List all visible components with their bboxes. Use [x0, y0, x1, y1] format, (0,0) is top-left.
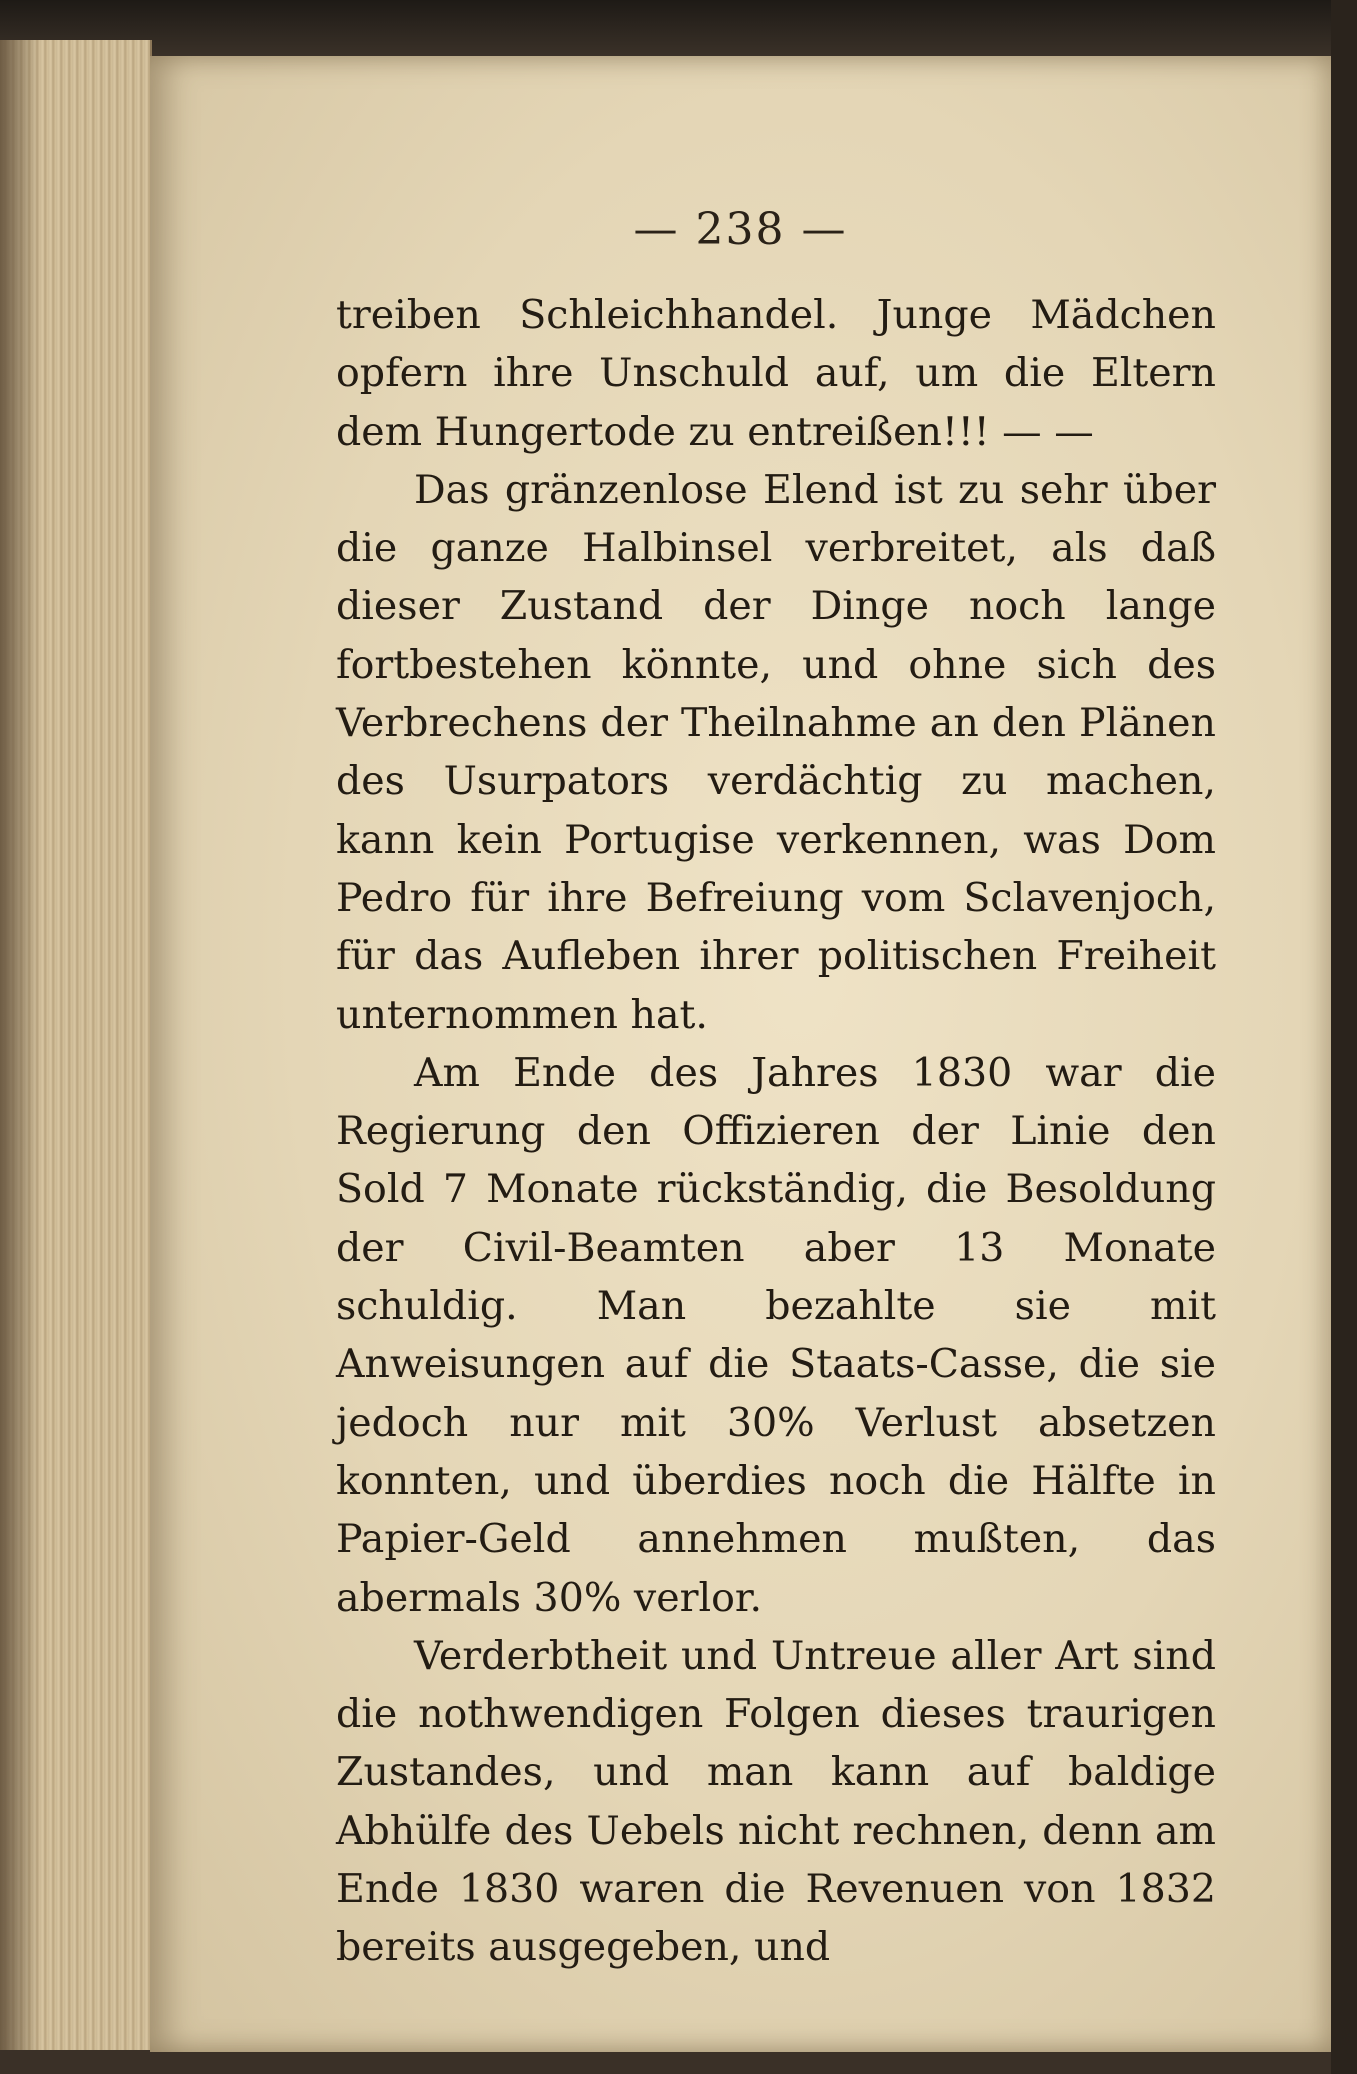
- book-cover-right: [1331, 0, 1357, 2074]
- book-page: [150, 56, 1331, 2052]
- page-edges: [0, 40, 152, 2050]
- body-text: [336, 286, 1216, 1977]
- paragraph-4: Verderbtheit und Untreue aller Art sind die nothwendigen Folgen dieses traurigen Zustandes, und man kann auf baldige Abhülfe des Uebels nicht rechnen, denn am Ende 1830 waren die Revenuen von 1832 bereits ausgegeben, und: [336, 1632, 1216, 1971]
- paragraph-3: Am Ende des Jahres 1830 war die Regierung den Offizieren der Linie den Sold 7 Monate rückständig, die Besoldung der Civil-Beamten aber 13 Monate schuldig. Man bezahlte sie mit Anweisungen auf die Staats-Casse, die sie jedoch nur mit 30% Verlust absetzen konnten, und überdies noch die Hälfte in Papier-Geld annehmen mußten, das abermals 30% verlor.: [336, 1049, 1216, 1621]
- paragraph-1: treiben Schleichhandel. Junge Mädchen opfern ihre Unschuld auf, um die Eltern dem Hungertode zu entreißen!!! — —: [336, 292, 1216, 455]
- paragraph-2: Das gränzenlose Elend ist zu sehr über die ganze Halbinsel verbreitet, als daß dieser Zustand der Dinge noch lange fortbestehen könnte, und ohne sich des Verbrechens der Theilnahme an den Plänen des Usurpators verdächtig zu machen, kann kein Portugise verkennen, was Dom Pedro für ihre Befreiung vom Sclavenjoch, für das Aufleben ihrer politischen Freiheit unternommen hat.: [336, 466, 1216, 1038]
- book-cover-top: [0, 0, 1357, 56]
- page-number-header: — 238 —: [633, 204, 848, 255]
